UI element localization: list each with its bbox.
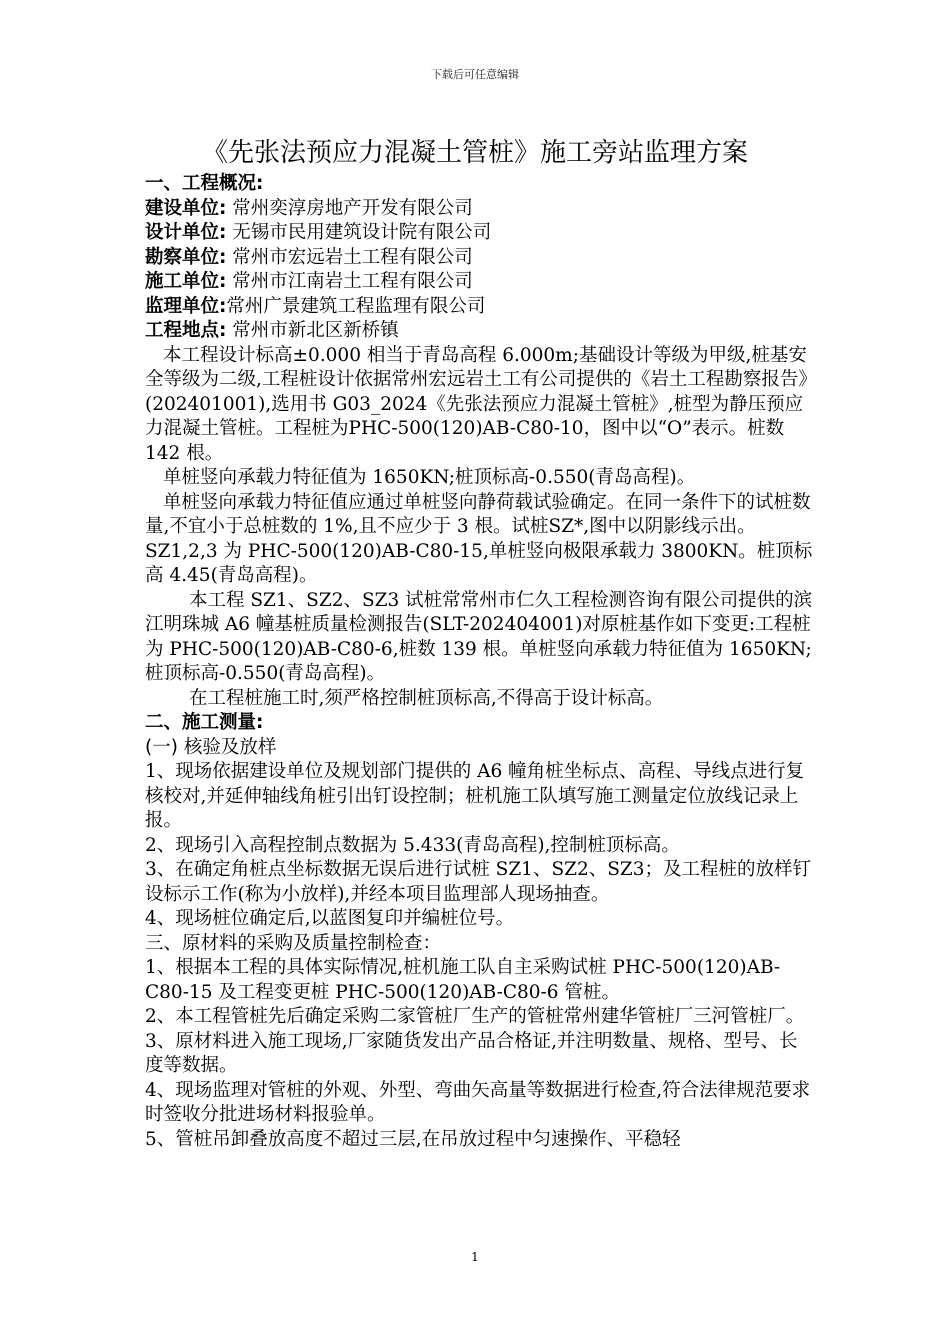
info-label: 建设单位: xyxy=(145,197,227,219)
info-label: 监理单位: xyxy=(145,295,227,317)
info-line-designer xyxy=(145,221,813,246)
info-line-contractor xyxy=(145,270,813,295)
overview-paragraph: 在工程桩施工时,须严格控制桩顶标高,不得高于设计标高。 xyxy=(189,687,664,709)
info-value: 常州市江南岩土工程有限公司 xyxy=(226,271,473,292)
list-item: 4、现场监理对管桩的外观、外型、弯曲矢高量等数据进行检查,符合法律规范要求时签收分批进场材料报验单。 xyxy=(145,1079,811,1125)
page-number: 1 xyxy=(471,1250,479,1264)
info-value: 常州市宏远岩土工程有限公司 xyxy=(226,246,473,268)
info-value: 常州广景建筑工程监理有限公司 xyxy=(226,295,486,317)
section1-heading: 一、工程概况: xyxy=(145,173,264,194)
list-item: 2、现场引入高程控制点数据为 5.433(青岛高程),控制桩顶标高。 xyxy=(145,834,680,856)
list-item: 2、本工程管桩先后确定采购二家管桩厂生产的管桩常州建华管桩厂三河管桩厂。 xyxy=(145,1006,805,1027)
list-item: 3、原材料进入施工现场,厂家随货发出产品合格证,并注明数量、规格、型号、长度等数据。 xyxy=(145,1030,798,1076)
info-label: 勘察单位: xyxy=(145,246,227,268)
overview-paragraph: 单桩竖向承载力特征值应通过单桩竖向静荷载试验确定。在同一条件下的试桩数量,不宜小于总桩数的 1%,且不应少于 3 根。试桩SZ*,图中以阴影线示出。SZ1,2,3 为 PHC-500(120)AB-C80-15,单桩竖向极限承载力 3800KN。桩顶标高 4.45(青岛高程)。 xyxy=(145,491,813,586)
list-item: 4、现场桩位确定后,以蓝图复印并编桩位号。 xyxy=(145,908,515,929)
info-label: 设计单位: xyxy=(145,222,227,243)
info-line-supervisor xyxy=(145,295,813,320)
info-label: 工程地点: xyxy=(145,320,227,341)
list-item: 5、管桩吊卸叠放高度不超过三层,在吊放过程中匀速操作、平稳轻 xyxy=(145,1128,681,1150)
list-item: 1、现场依据建设单位及规划部门提供的 A6 幢角桩坐标点、高程、导线点进行复核校对,并延伸轴线角桩引出钉设控制；桩机施工队填写施工测量定位放线记录上报。 xyxy=(145,761,805,831)
overview-paragraph: 本工程设计标高±0.000 相当于青岛高程 6.000m;基础设计等级为甲级,桩基安全等级为二级,工程桩设计依据常州宏远岩土工有公司提供的《岩土工程勘察报告》(202401001),选用书 G03_2024《先张法预应力混凝土管桩》,桩型为静压预应力混凝土管桩。工程桩为PHC-500(120)AB-C80-10，图中以“O”表示。桩数 142 根。 xyxy=(145,344,808,464)
document-title: 《先张法预应力混凝土管桩》施工旁站监理方案 xyxy=(201,138,748,168)
document-body xyxy=(145,172,813,1152)
overview-paragraph: 单桩竖向承载力特征值为 1650KN;桩顶标高-0.550(青岛高程)。 xyxy=(163,467,696,488)
info-value: 常州市新北区新桥镇 xyxy=(226,320,399,341)
header-note: 下载后可任意编辑 xyxy=(431,68,519,81)
section2-heading: 二、施工测量: xyxy=(145,712,264,733)
info-label: 施工单位: xyxy=(145,271,227,292)
list-item: 3、在确定角桩点坐标数据无误后进行试桩 SZ1、SZ2、SZ3；及工程桩的放样钉设标示工作(称为小放样),并经本项目监理部人现场抽查。 xyxy=(145,859,812,905)
info-line-client xyxy=(145,197,813,222)
section2-subheading: (一) 核验及放样 xyxy=(145,736,277,758)
info-line-location xyxy=(145,319,813,344)
info-value: 无锡市民用建筑设计院有限公司 xyxy=(226,222,492,243)
list-item: 1、根据本工程的具体实际情况,桩机施工队自主采购试桩 PHC-500(120)AB-C80-15 及工程变更桩 PHC-500(120)AB-C80-6 管桩。 xyxy=(145,957,781,1003)
info-line-surveyor xyxy=(145,246,813,271)
info-value: 常州奕淳房地产开发有限公司 xyxy=(226,197,473,219)
section3-heading: 三、原材料的采购及质量控制检查： xyxy=(145,932,442,954)
overview-paragraph: 本工程 SZ1、SZ2、SZ3 试桩常常州市仁久工程检测咨询有限公司提供的滨江明珠城 A6 幢基桩质量检测报告(SLT-202404001)对原桩基作如下变更:工程桩为 PHC-500(120)AB-C80-6,桩数 139 根。单桩竖向承载力特征值为 1650KN;桩顶标高-0.550(青岛高程)。 xyxy=(145,589,813,684)
